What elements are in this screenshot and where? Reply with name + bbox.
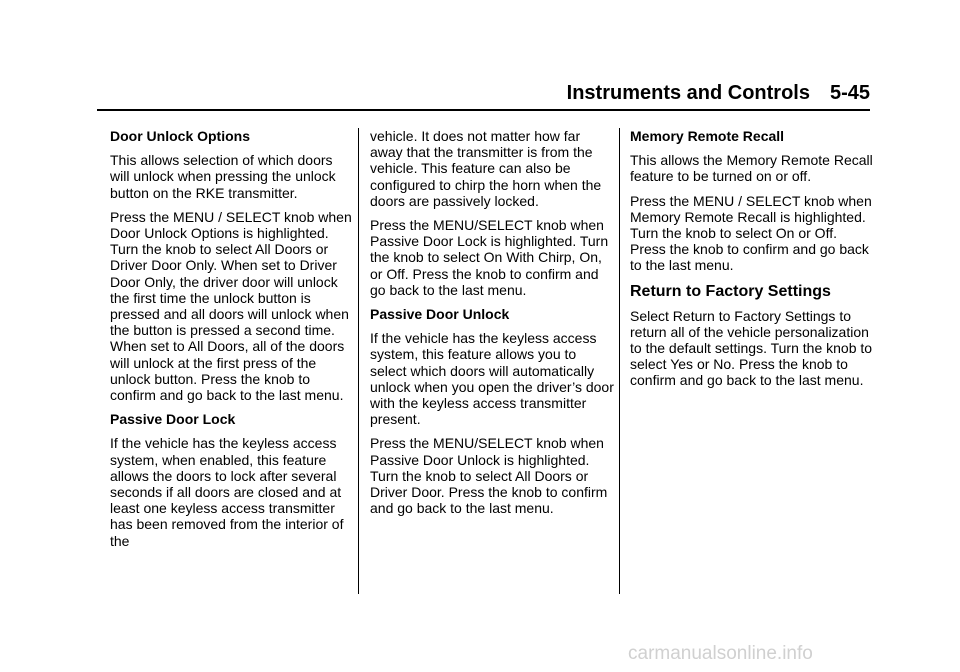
- heading-passive-door-unlock: Passive Door Unlock: [370, 306, 510, 323]
- column-divider: [619, 128, 620, 594]
- paragraph: This allows selection of which doors will unlock when pressing the unlock button on the RKE transmitter.: [110, 152, 336, 201]
- column-divider: [358, 128, 359, 594]
- section-title: Instruments and Controls: [566, 82, 810, 104]
- paragraph: vehicle. It does not matter how far away that the transmitter is from the vehicle. This feature can also be configured to chirp the horn when the doors are passively locked.: [370, 128, 602, 209]
- page-header: [560, 82, 870, 110]
- paragraph: Select Return to Factory Settings to return all of the vehicle personalization to the default settings. Turn the knob to select Yes or No. Press the knob to confirm and go back to the last menu.: [630, 307, 873, 389]
- paragraph: Press the MENU/SELECT knob when Passive Door Lock is highlighted. Turn the knob to select On With Chirp, On, or Off. Press the knob to confirm and go back to the last menu.: [370, 217, 609, 298]
- paragraph: Press the MENU / SELECT knob when Memory Remote Recall is highlighted. Turn the knob to select On or Off. Press the knob to confirm and go back to the last menu.: [630, 192, 872, 274]
- heading-return-to-factory-settings: Return to Factory Settings: [630, 282, 831, 300]
- column-2: [370, 128, 615, 524]
- heading-door-unlock-options: Door Unlock Options: [110, 128, 250, 144]
- paragraph: This allows the Memory Remote Recall feature to be turned on or off.: [630, 152, 873, 185]
- column-1: [110, 128, 355, 557]
- column-3: [630, 128, 875, 397]
- paragraph: If the vehicle has the keyless access system, when enabled, this feature allows the doors to lock after several seconds if all doors are closed and at least one keyless access transmitter has been removed from the interior of the: [110, 435, 344, 549]
- watermark: carmanualsonline.info: [628, 643, 813, 664]
- page-number: 5-45: [829, 82, 870, 104]
- paragraph: Press the MENU/SELECT knob when Passive Door Unlock is highlighted. Turn the knob to select All Doors or Driver Door. Press the knob to confirm and go back to the last menu.: [370, 435, 608, 517]
- paragraph: If the vehicle has the keyless access system, this feature allows you to select which doors will automatically unlock when you open the driver’s door with the keyless access transmitter present.: [370, 330, 614, 428]
- header-rule: [97, 109, 870, 111]
- paragraph: Press the MENU / SELECT knob when Door Unlock Options is highlighted. Turn the knob to select All Doors or Driver Door Only. When set to Driver Door Only, the driver door will unlock the first time the unlock button is pressed and all doors will unlock when the button is pressed a second time. When set to All Doors, all of the doors will unlock at the first press of the unlock button. Press the knob to confirm and go back to the last menu.: [110, 208, 352, 404]
- heading-memory-remote-recall: Memory Remote Recall: [630, 128, 785, 144]
- heading-passive-door-lock: Passive Door Lock: [110, 411, 236, 428]
